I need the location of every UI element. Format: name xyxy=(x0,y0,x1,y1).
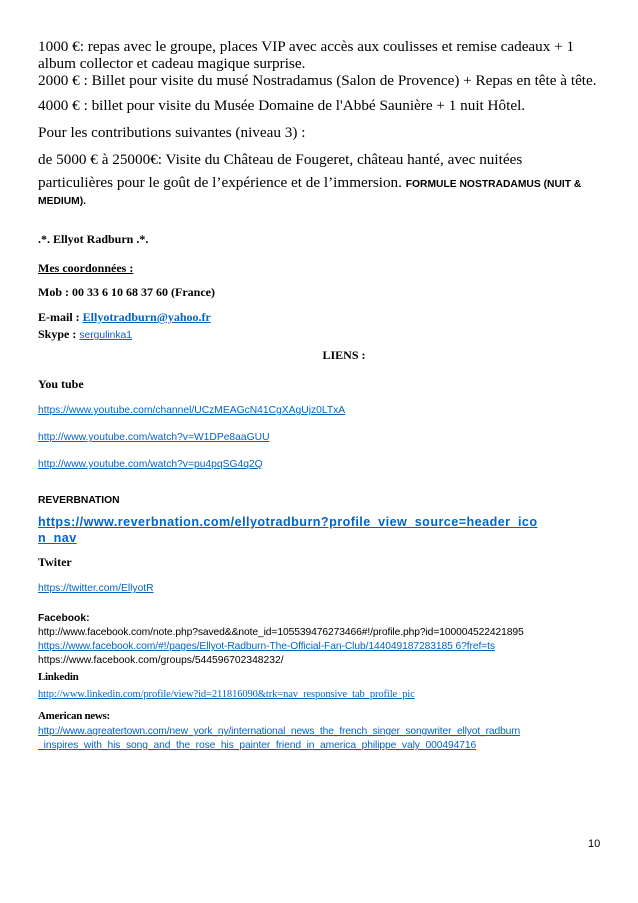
skype-link[interactable]: sergulinka1 xyxy=(79,330,133,341)
page-number: 10 xyxy=(588,838,601,850)
skype-label: Skype : xyxy=(38,327,80,341)
links-title: LIENS : xyxy=(322,348,366,362)
contact-heading: Mes coordonnées : xyxy=(38,261,134,275)
contact-email-row xyxy=(38,309,600,326)
youtube-link-2[interactable]: http://www.youtube.com/watch?v=W1DPe8aaGUU xyxy=(38,432,270,443)
contact-skype-row xyxy=(38,326,600,344)
artist-name: .*. Ellyot Radburn .*. xyxy=(38,232,149,246)
reverbnation-link[interactable] xyxy=(38,514,600,546)
formule-label-end: MEDIUM). xyxy=(38,196,87,207)
document-page xyxy=(38,38,600,751)
contrib-line-4: Pour les contributions suivantes (niveau 3) : xyxy=(38,124,306,141)
linkedin-heading: Linkedin xyxy=(38,671,79,683)
contrib-line-1b: album collector et cadeau magique surprise. xyxy=(38,55,306,72)
contact-mob: Mob : 00 33 6 10 68 37 60 (France) xyxy=(38,285,215,299)
contrib-line-5b-text: particulières pour le goût de l’expérience et de l’immersion. xyxy=(38,174,402,191)
twitter-link[interactable]: https://twitter.com/EllyotR xyxy=(38,583,154,594)
linkedin-link[interactable]: http://www.linkedin.com/profile/view?id=211816090&trk=nav_responsive_tab_profile_pic xyxy=(38,689,415,700)
american-news-link-1[interactable]: http://www.agreatertown.com/new_york_ny/international_news_the_french_singer_songwriter_ellyot_radburn xyxy=(38,726,521,737)
facebook-link-2[interactable]: https://www.facebook.com/#!/pages/Ellyot-Radburn-The-Official-Fan-Club/144049187283185 6?fref=ts xyxy=(38,641,495,652)
facebook-text-1: http://www.facebook.com/note.php?saved&&note_id=105539476273466#!/profile.php?id=100004522421895 xyxy=(38,627,524,638)
american-news-link-2[interactable]: _inspires_with_his_song_and_the_rose_his_painter_friend_in_america_philippe_valy_000494716 xyxy=(38,740,477,751)
reverbnation-link-line-2: n_nav xyxy=(38,531,77,545)
email-link[interactable]: Ellyotradburn@yahoo.fr xyxy=(82,310,211,324)
email-label: E-mail : xyxy=(38,310,83,324)
contrib-line-3: 4000 € : billet pour visite du Musée Domaine de l'Abbé Saunière + 1 nuit Hôtel. xyxy=(38,97,526,114)
youtube-link-1[interactable]: https://www.youtube.com/channel/UCzMEAGcN41CgXAgUjz0LTxA xyxy=(38,405,346,416)
reverbnation-heading: REVERBNATION xyxy=(38,495,120,506)
facebook-text-3: https://www.facebook.com/groups/544596702348232/ xyxy=(38,655,284,666)
youtube-heading: You tube xyxy=(38,377,84,391)
contrib-line-1: 1000 €: repas avec le groupe, places VIP avec accès aux coulisses et remise cadeaux + 1 xyxy=(38,38,575,55)
contrib-line-5a: de 5000 € à 25000€: Visite du Château de Fougeret, château hanté, avec nuitées xyxy=(38,151,523,168)
twitter-heading: Twiter xyxy=(38,555,72,569)
facebook-heading: Facebook: xyxy=(38,613,90,624)
formule-label: FORMULE NOSTRADAMUS (NUIT & xyxy=(405,179,582,190)
reverbnation-link-line-1: https://www.reverbnation.com/ellyotradburn?profile_view_source=header_ico xyxy=(38,515,538,529)
american-news-heading: American news: xyxy=(38,710,110,722)
youtube-link-3[interactable]: http://www.youtube.com/watch?v=pu4pqSG4q2Q xyxy=(38,459,263,470)
contrib-line-5b xyxy=(38,174,600,193)
contrib-line-2: 2000 € : Billet pour visite du musé Nostradamus (Salon de Provence) + Repas en tête à tête. xyxy=(38,72,597,89)
